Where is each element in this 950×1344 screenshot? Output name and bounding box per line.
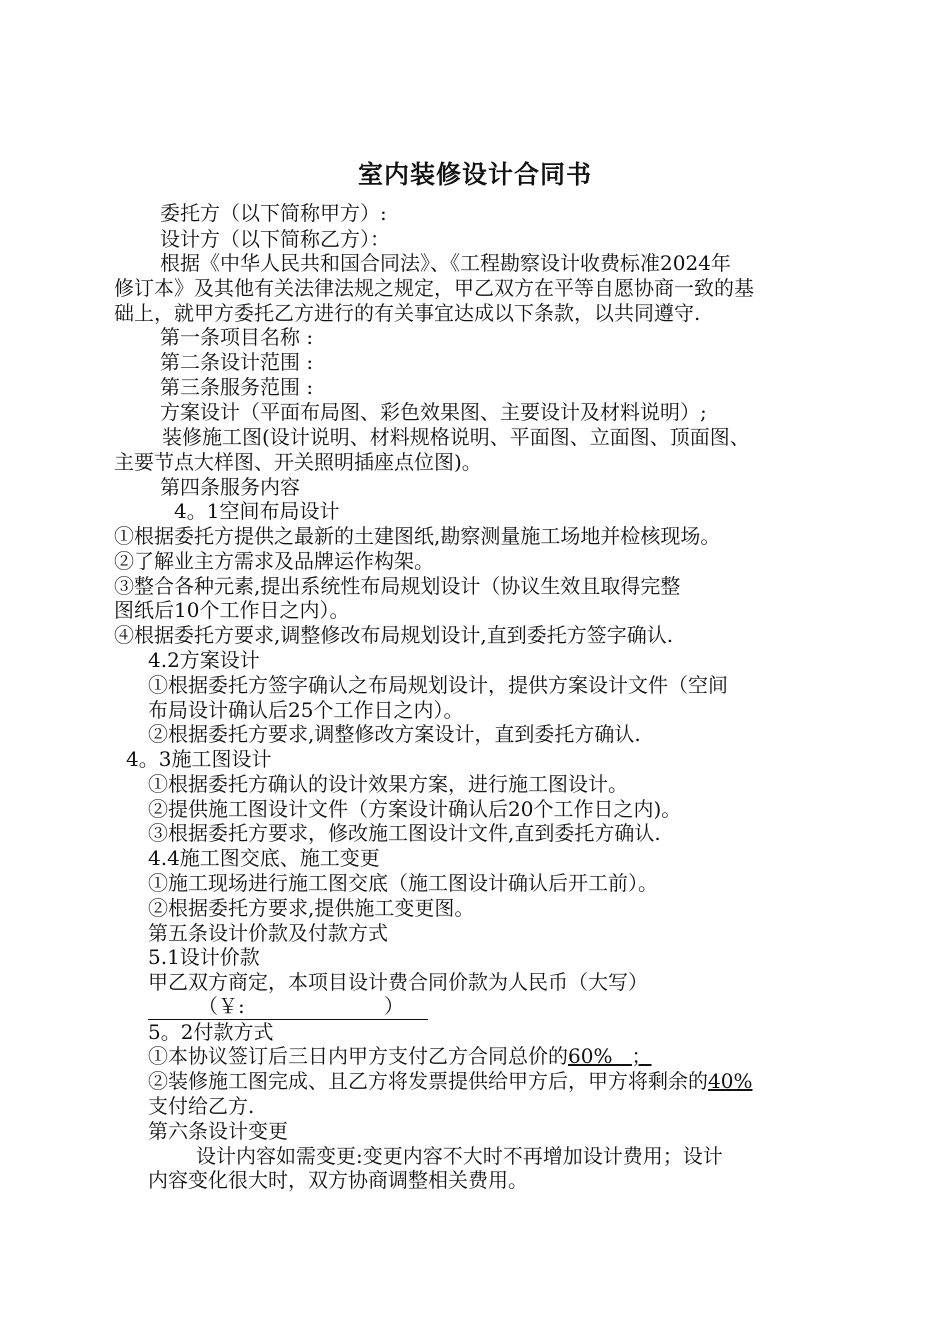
section-4-3-item-1: ①根据委托方确认的设计效果方案，进行施工图设计。 bbox=[148, 772, 628, 796]
section-5-1-text: 甲乙双方商定，本项目设计费合同价款为人民币（大写） bbox=[148, 970, 648, 994]
section-4-1-item-3: ③整合各种元素,提出系统性布局规划设计（协议生效且取得完整 bbox=[114, 574, 681, 598]
amount-suffix: ） bbox=[384, 994, 404, 1018]
section-4-2-item-2: ②根据委托方要求,调整修改方案设计，直到委托方确认. bbox=[148, 722, 641, 746]
section-4-4-heading: 4.4施工图交底、施工变更 bbox=[148, 846, 380, 870]
payment-2-percent: 40% bbox=[708, 1069, 753, 1093]
section-5-1-heading: 5.1设计价款 bbox=[148, 945, 260, 969]
section-4-3-heading: 4。3施工图设计 bbox=[126, 747, 272, 771]
document-title: 室内装修设计合同书 bbox=[357, 160, 592, 189]
change-text-1: 设计内容如需变更:变更内容不大时不再增加设计费用；设计 bbox=[196, 1144, 723, 1168]
section-4-2-heading: 4.2方案设计 bbox=[148, 648, 260, 672]
section-4-1-heading: 4。1空间布局设计 bbox=[174, 499, 340, 523]
party-a-line: 委托方（以下简称甲方）: bbox=[160, 201, 387, 225]
scope-item-3: 主要节点大样图、开关照明插座点位图)。 bbox=[114, 450, 482, 474]
section-4-3-item-3: ③根据委托方要求，修改施工图设计文件,直到委托方确认. bbox=[148, 821, 661, 845]
section-5-1-amount-line bbox=[148, 993, 428, 1020]
section-4-4-item-1: ①施工现场进行施工图交底（施工图设计确认后开工前）。 bbox=[148, 871, 658, 895]
amount-prefix: （￥: bbox=[198, 994, 245, 1018]
section-4-1-item-1: ①根据委托方提供之最新的土建图纸,勘察测量施工场地并检核现场。 bbox=[114, 524, 721, 548]
scope-item-1: 方案设计（平面布局图、彩色效果图、主要设计及材料说明）; bbox=[160, 400, 707, 424]
article-1: 第一条项目名称 : bbox=[160, 325, 314, 349]
payment-2-text: ②装修施工图完成、且乙方将发票提供给甲方后，甲方将剩余的 bbox=[148, 1069, 708, 1093]
section-4-1-item-3-cont: 图纸后10个工作日之内）。 bbox=[114, 598, 350, 622]
amount-field bbox=[148, 993, 428, 1020]
section-5-2-item-1 bbox=[148, 1043, 652, 1069]
preamble-line-1: 根据《中华人民共和国合同法》、《工程勘察设计收费标准2024年 bbox=[160, 251, 731, 275]
preamble-line-3: 础上，就甲方委托乙方进行的有关事宜达成以下条款，以共同遵守. bbox=[114, 301, 701, 325]
article-2: 第二条设计范围 : bbox=[160, 350, 314, 374]
payment-1-percent: 60% ； bbox=[568, 1044, 652, 1068]
article-6: 第六条设计变更 bbox=[148, 1119, 288, 1143]
change-text-2: 内容变化很大时，双方协商调整相关费用。 bbox=[148, 1168, 528, 1192]
payment-1-text: ①本协议签订后三日内甲方支付乙方合同总价的 bbox=[148, 1044, 568, 1068]
section-5-2-heading: 5。2付款方式 bbox=[148, 1020, 274, 1044]
preamble-line-2: 修订本》及其他有关法律法规之规定，甲乙双方在平等自愿协商一致的基 bbox=[114, 276, 754, 300]
section-4-2-item-1-cont: 布局设计确认后25个工作日之内）。 bbox=[148, 698, 464, 722]
section-4-3-item-2: ②提供施工图设计文件（方案设计确认后20个工作日之内)。 bbox=[148, 797, 682, 821]
section-4-4-item-2: ②根据委托方要求,提供施工变更图。 bbox=[148, 896, 475, 920]
article-4: 第四条服务内容 bbox=[160, 475, 300, 499]
section-5-2-item-2-cont: 支付给乙方. bbox=[148, 1094, 255, 1118]
article-5: 第五条设计价款及付款方式 bbox=[148, 921, 388, 945]
section-4-2-item-1: ①根据委托方签字确认之布局规划设计，提供方案设计文件（空间 bbox=[148, 673, 728, 697]
party-b-line: 设计方（以下简称乙方）： bbox=[160, 227, 390, 251]
section-4-1-item-2: ②了解业主方需求及品牌运作构架。 bbox=[114, 549, 434, 573]
article-3: 第三条服务范围 : bbox=[160, 375, 314, 399]
section-5-2-item-2 bbox=[148, 1068, 752, 1094]
scope-item-2: 装修施工图(设计说明、材料规格说明、平面图、立面图、顶面图、 bbox=[162, 425, 750, 449]
section-4-1-item-4: ④根据委托方要求,调整修改布局规划设计,直到委托方签字确认. bbox=[114, 623, 674, 647]
